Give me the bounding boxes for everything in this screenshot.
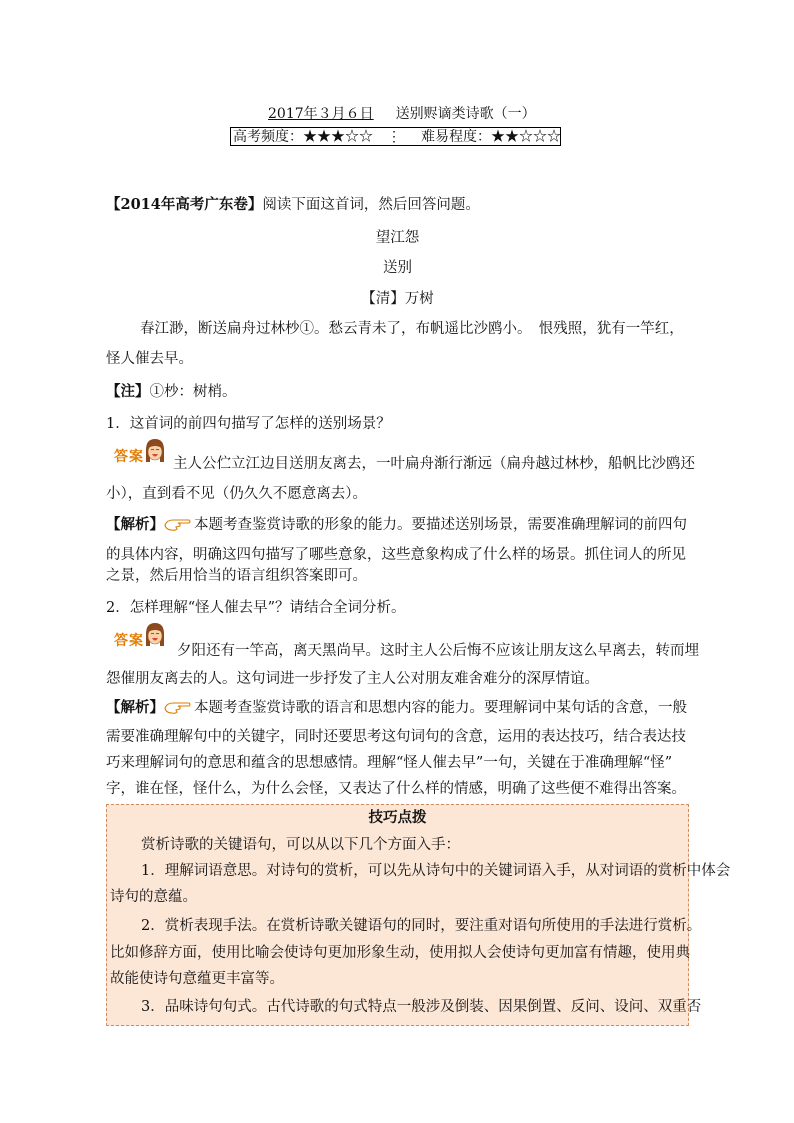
q2-answer-line-1: 夕阳还有一竿高，离天黑尚早。这时主人公后悔不应该让朋友这么早离去，转而埋	[177, 643, 699, 659]
title-topic: 送别赆谪类诗歌（一）	[395, 106, 536, 122]
q1-analysis-line-2: 的具体内容，明确这四句描写了哪些意象，这些意象构成了什么样的场景。抓住词人的所见	[106, 547, 686, 563]
pointing-hand-icon	[164, 701, 192, 715]
q1-analysis-line-1	[106, 515, 687, 535]
q1-question: 1．这首词的前四句描写了怎样的送别场景？	[106, 416, 391, 432]
tips-title: 技巧点拨	[368, 809, 427, 826]
poem-line-1: 春江渺，断送扁舟过林杪①。愁云青未了，布帆遥比沙鸥小。 恨残照，犹有一竿红，	[140, 321, 684, 337]
question-instruction: 阅读下面这首词，然后回答问题。	[262, 197, 480, 213]
q2-analysis-line-4: 字，谁在怪，怪什么，为什么会怪，又表达了什么样的情感，明确了这些便不难得出答案。	[106, 781, 686, 797]
pointing-hand-icon	[164, 518, 192, 532]
rating-box	[230, 127, 561, 146]
poem-author: 【清】万树	[361, 291, 434, 307]
q1-analysis-label: 【解析】	[106, 516, 164, 533]
q1-answer-label: 答案	[114, 449, 144, 465]
page-title	[268, 103, 536, 123]
note-text: ①杪：树梢。	[149, 384, 237, 400]
q1-analysis-text-1: 本题考查鉴赏诗歌的形象的能力。要描述送别场景，需要准确理解词的前四句	[194, 517, 687, 533]
poem-title: 望江怨	[375, 230, 420, 246]
poem-line-2: 怪人催去早。	[106, 351, 193, 367]
q2-answer-icon	[114, 626, 158, 662]
poem-subtitle: 送别	[383, 260, 412, 276]
frequency-stars: ★★★☆☆	[303, 129, 373, 145]
tips-p2-line-3: 故能使诗句意蕴更丰富等。	[110, 971, 284, 987]
girl-face-icon	[144, 622, 166, 648]
q2-analysis-label: 【解析】	[106, 699, 164, 716]
q1-answer-line-1: 主人公伫立江边目送朋友离去，一叶扁舟渐行渐远（扁舟越过林杪，船帆比沙鸥还	[173, 456, 695, 472]
q2-analysis-text-1: 本题考查鉴赏诗歌的语言和思想内容的能力。要理解词中某句话的含意，一般	[194, 700, 687, 716]
tips-p2-line-2: 比如修辞方面，使用比喻会使诗句更加形象生动，使用拟人会使诗句更加富有情趣，使用典	[110, 945, 690, 961]
note-label: 【注】	[106, 383, 150, 400]
q2-analysis-line-3: 巧来理解词句的意思和蕴含的思想感情。理解“怪人催去早”一句，关键在于准确理解“怪”	[106, 755, 673, 771]
question-source: 【2014年高考广东卷】	[106, 196, 263, 213]
question-intro	[106, 195, 480, 215]
tips-p1-line-1: 1．理解词语意思。对诗句的赏析，可以先从诗句中的关键词语入手，从对词语的赏析中体会	[141, 863, 731, 879]
tips-p2-line-1: 2．赏析表现手法。在赏析诗歌关键语句的同时，要注重对语句所使用的手法进行赏析。	[141, 918, 702, 934]
title-date: 2017年３月６日	[268, 106, 374, 122]
girl-face-icon	[144, 438, 166, 464]
q2-analysis-line-2: 需要准确理解句中的关键字，同时还要思考这句词句的含意，运用的表达技巧，结合表达技	[106, 729, 686, 745]
tips-intro: 赏析诗歌的关键语句，可以从以下几个方面入手：	[141, 837, 460, 853]
q1-analysis-line-3: 之景，然后用恰当的语言组织答案即可。	[106, 568, 367, 584]
q1-answer-line-2: 小），直到看不见（仍久久不愿意离去）。	[106, 486, 367, 502]
q2-answer-label: 答案	[114, 633, 144, 649]
tips-p3-line-1: 3．品味诗句句式。古代诗歌的句式特点一般涉及倒装、因果倒置、反问、设问、双重否	[141, 999, 702, 1015]
frequency-label: 高考频度：	[233, 129, 303, 145]
note	[106, 382, 237, 402]
tips-p1-line-2: 诗句的意蕴。	[110, 889, 197, 905]
q1-answer-icon	[114, 442, 158, 478]
difficulty-label: 难易程度：	[421, 129, 491, 145]
difficulty-stars: ★★☆☆☆	[491, 129, 561, 145]
q2-analysis-line-1	[106, 698, 687, 718]
q2-question: 2．怎样理解“怪人催去早”？请结合全词分析。	[106, 600, 406, 616]
rating-separator: ⋮	[387, 129, 401, 145]
q2-answer-line-2: 怨催朋友离去的人。这句词进一步抒发了主人公对朋友难舍难分的深厚情谊。	[106, 671, 599, 687]
